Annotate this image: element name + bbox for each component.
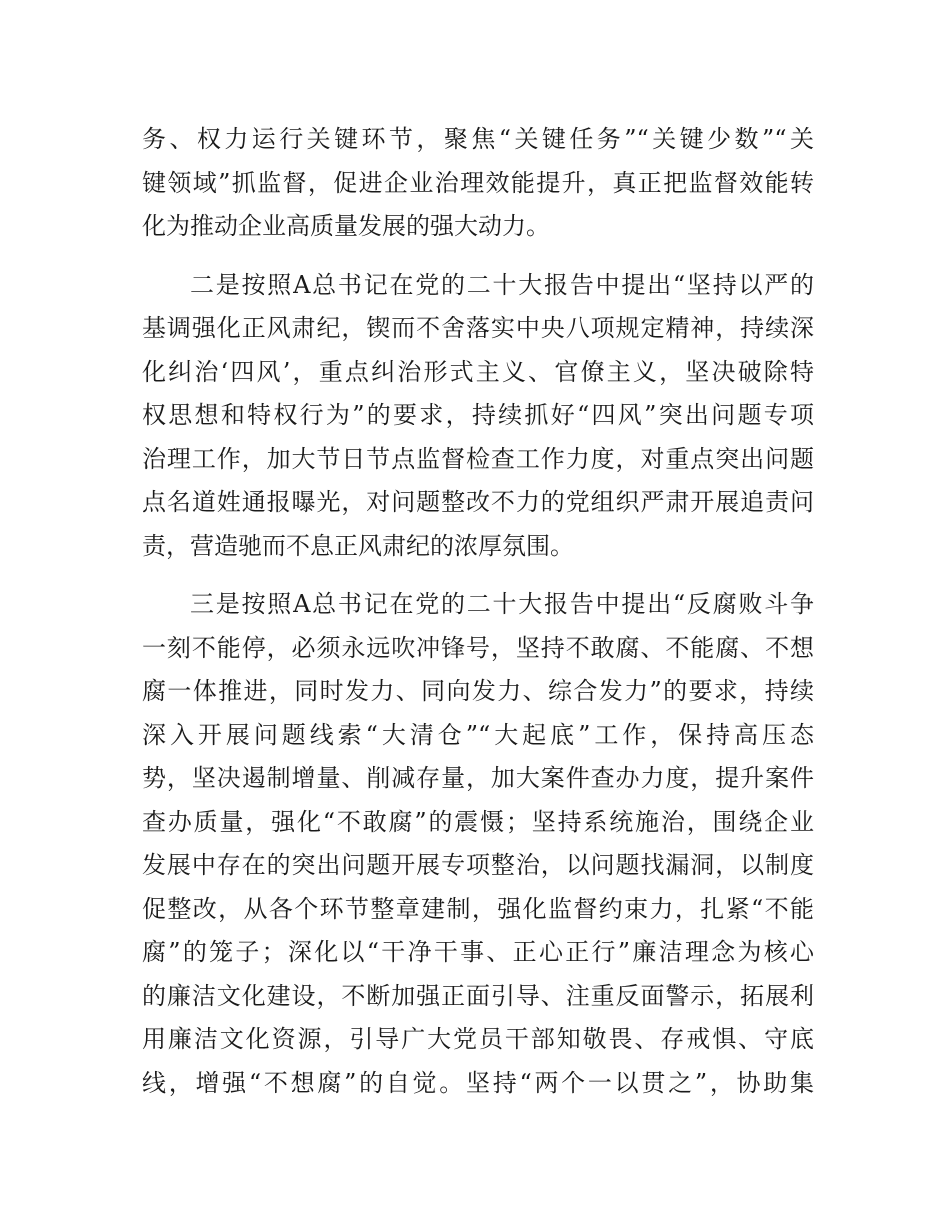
paragraph-3 bbox=[142, 583, 814, 1105]
text-line: 点名道姓通报曝光，对问题整改不力的党组织严肃开展追责问 bbox=[142, 488, 814, 516]
text-line: 务、权力运行关键环节，聚焦“关键任务”“关键少数”“关 bbox=[142, 125, 814, 153]
text-line: 腐”的笼子；深化以“干净干事、正心正行”廉洁理念为核心 bbox=[142, 938, 814, 966]
text-line: 责，营造驰而不息正风肃纪的浓厚氛围。 bbox=[142, 531, 574, 560]
text-line: 腐一体推进，同时发力、同向发力、综合发力”的要求，持续 bbox=[142, 677, 814, 705]
text-line: 键领域”抓监督，促进企业治理效能提升，真正把监督效能转 bbox=[142, 168, 814, 197]
text-line: 三是按照A总书记在党的二十大报告中提出“反腐败斗争 bbox=[190, 590, 814, 618]
text-line: 化纠治‘四风’，重点纠治形式主义、官僚主义，坚决破除特 bbox=[142, 357, 814, 386]
text-line: 线，增强“不想腐”的自觉。坚持“两个一以贯之”，协助集 bbox=[142, 1068, 814, 1097]
text-line: 基调强化正风肃纪，锲而不舍落实中央八项规定精神，持续深 bbox=[142, 314, 814, 342]
text-line: 势，坚决遏制增量、削减存量，加大案件查办力度，提升案件 bbox=[142, 764, 814, 792]
text-line: 一刻不能停，必须永远吹冲锋号，坚持不敢腐、不能腐、不想 bbox=[142, 633, 814, 662]
text-line: 化为推动企业高质量发展的强大动力。 bbox=[142, 212, 550, 240]
text-line: 二是按照A总书记在党的二十大报告中提出“坚持以严的 bbox=[190, 270, 814, 299]
text-line: 用廉洁文化资源，引导广大党员干部知敬畏、存戒惧、守底 bbox=[142, 1025, 814, 1053]
paragraph-2 bbox=[142, 264, 814, 569]
document-body bbox=[142, 118, 814, 1120]
text-line: 治理工作，加大节日节点监督检查工作力度，对重点突出问题 bbox=[142, 444, 814, 473]
text-line: 发展中存在的突出问题开展专项整治，以问题找漏洞，以制度 bbox=[142, 851, 814, 879]
text-line: 权思想和特权行为”的要求，持续抓好“四风”突出问题专项 bbox=[142, 401, 814, 429]
text-line: 促整改，从各个环节整章建制，强化监督约束力，扎紧“不能 bbox=[142, 894, 814, 923]
paragraph-1 bbox=[142, 118, 814, 249]
text-line: 深入开展问题线索“大清仓”“大起底”工作，保持高压态 bbox=[142, 720, 814, 749]
text-line: 的廉洁文化建设，不断加强正面引导、注重反面警示，拓展利 bbox=[142, 981, 814, 1010]
text-line: 查办质量，强化“不敢腐”的震慑；坚持系统施治，围绕企业 bbox=[142, 807, 814, 836]
